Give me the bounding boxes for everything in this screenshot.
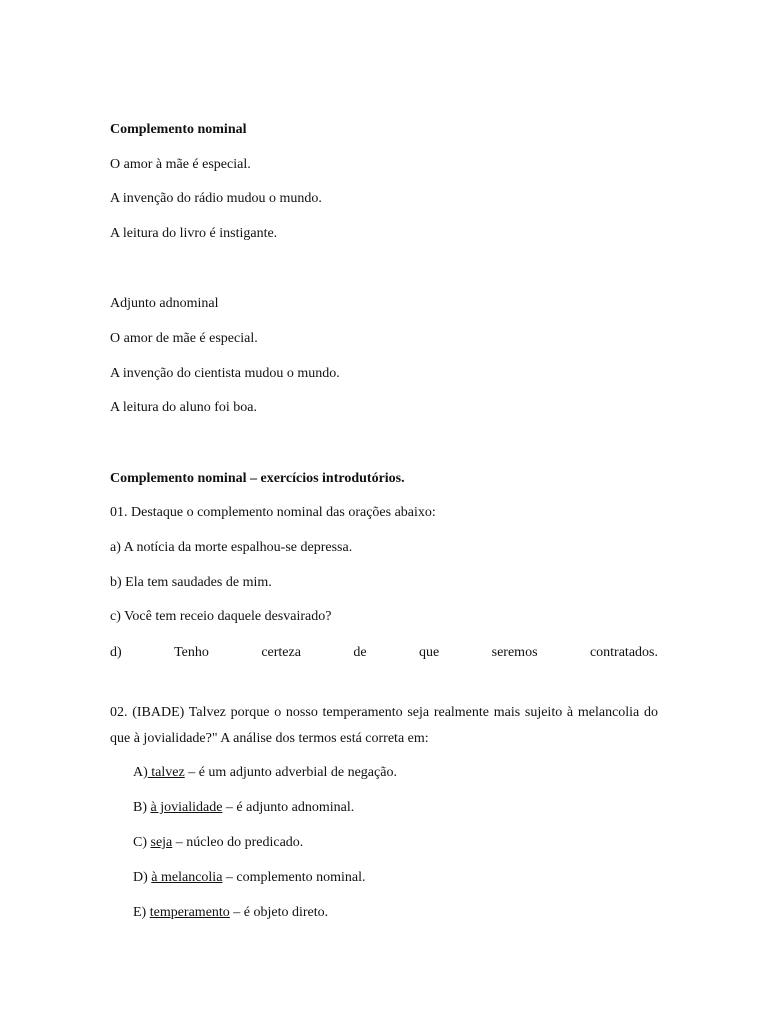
example-line: O amor de mãe é especial. — [110, 331, 258, 346]
word: que — [419, 645, 440, 660]
word: certeza — [261, 645, 301, 660]
word: de — [353, 645, 367, 660]
example-line: A invenção do cientista mudou o mundo. — [110, 366, 340, 381]
question-1-prompt: 01. Destaque o complemento nominal das orações abaixo: — [110, 505, 436, 520]
option-term: à jovialidade — [150, 800, 223, 815]
option-text: – é um adjunto adverbial de negação. — [184, 765, 397, 780]
question-2-option-d — [133, 869, 653, 887]
example-line: A leitura do livro é instigante. — [110, 226, 278, 241]
option-letter: A) — [133, 765, 148, 780]
option-letter: E) — [133, 905, 150, 920]
question-1-item-c: c) Você tem receio daquele desvairado? — [110, 609, 332, 624]
exercises-title: Complemento nominal – exercícios introdutórios. — [110, 471, 405, 486]
word: seremos — [491, 645, 538, 660]
question-2-option-c — [133, 834, 653, 852]
option-text: – núcleo do predicado. — [172, 835, 304, 850]
question-1-item-d — [110, 644, 658, 662]
option-term: talvez — [147, 765, 185, 780]
section-title-adjunto-adnominal: Adjunto adnominal — [110, 296, 219, 311]
question-2-option-b — [133, 799, 653, 817]
option-text: – é objeto direto. — [229, 905, 329, 920]
option-term: temperamento — [149, 905, 230, 920]
question-2-option-e — [133, 904, 653, 922]
example-line: O amor à mãe é especial. — [110, 157, 251, 172]
option-text: – é adjunto adnominal. — [222, 800, 355, 815]
example-line: A invenção do rádio mudou o mundo. — [110, 191, 322, 206]
word: Tenho — [174, 645, 209, 660]
word: d) — [110, 645, 122, 660]
question-1-item-a: a) A notícia da morte espalhou-se depressa. — [110, 540, 353, 555]
option-letter: D) — [133, 870, 152, 885]
option-term: seja — [150, 835, 173, 850]
option-letter: B) — [133, 800, 151, 815]
question-2-prompt: 02. (IBADE) Talvez porque o nosso temperamento seja realmente mais sujeito à melancolia do que à jovialidade?" A análise dos termos está correta em: — [110, 705, 658, 746]
option-letter: C) — [133, 835, 151, 850]
word: contratados. — [589, 645, 658, 660]
example-line: A leitura do aluno foi boa. — [110, 400, 257, 415]
option-text: – complemento nominal. — [222, 870, 366, 885]
option-term: à melancolia — [151, 870, 223, 885]
question-2-option-a — [133, 764, 653, 782]
section-title-complemento-nominal: Complemento nominal — [110, 122, 247, 137]
question-1-item-b: b) Ela tem saudades de mim. — [110, 575, 272, 590]
